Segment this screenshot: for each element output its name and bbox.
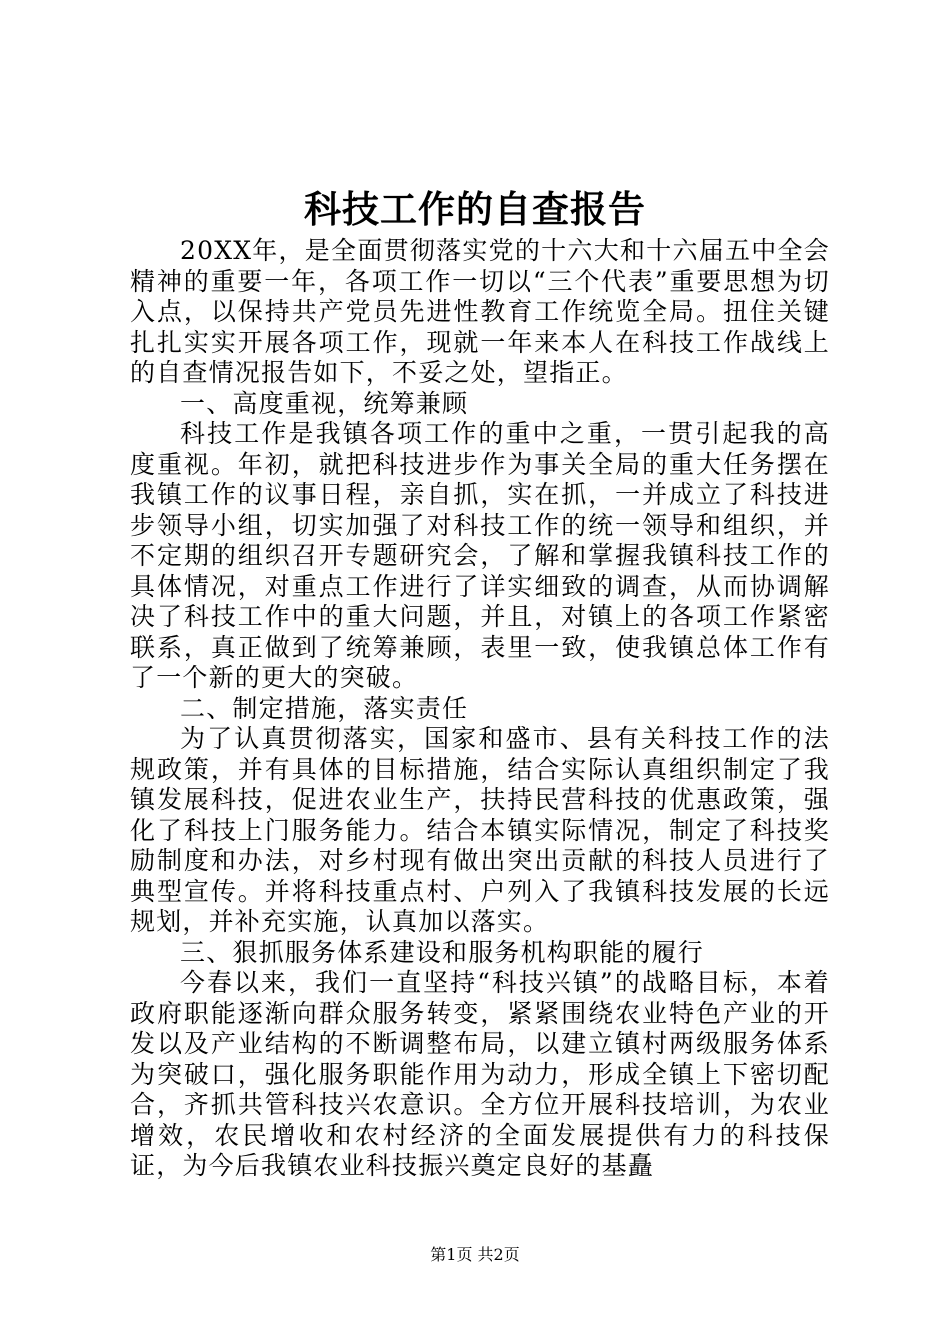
section-heading-3: 三、狠抓服务体系建设和服务机构职能的履行 <box>180 937 705 967</box>
section-heading-2: 二、制定措施，落实责任 <box>180 693 469 723</box>
intro-paragraph: 20XX年，是全面贯彻落实党的十六大和十六届五中全会精神的重要一年，各项工作一切以“三个代表”重要思想为切入点，以保持共产党员先进性教育工作统览全局。扭住关键扎扎实实开展各项工作，现就一年来本人在科技工作战线上的自查情况报告如下，不妥之处，望指正。 <box>130 236 830 387</box>
page-number-footer: 第1页 共2页 <box>430 1245 520 1264</box>
document-body <box>130 236 830 1182</box>
document-title: 科技工作的自查报告 <box>304 187 646 231</box>
section-paragraph-3: 今春以来，我们一直坚持“科技兴镇”的战略目标，本着政府职能逐渐向群众服务转变，紧紧围绕农业特色产业的开发以及产业结构的不断调整布局，以建立镇村两级服务体系为突破口，强化服务职能作用为动力，形成全镇上下密切配合，齐抓共管科技兴农意识。全方位开展科技培训，为农业增效，农民增收和农村经济的全面发展提供有力的科技保证，为今后我镇农业科技振兴奠定良好的基矗 <box>130 968 830 1180</box>
section-paragraph-2: 为了认真贯彻落实，国家和盛市、县有关科技工作的法规政策，并有具体的目标措施，结合实际认真组织制定了我镇发展科技，促进农业生产，扶持民营科技的优惠政策，强化了科技上门服务能力。结合本镇实际情况，制定了科技奖励制度和办法，对乡村现有做出突出贡献的科技人员进行了典型宣传。并将科技重点村、户列入了我镇科技发展的长远规划，并补充实施，认真加以落实。 <box>130 724 830 936</box>
section-paragraph-1: 科技工作是我镇各项工作的重中之重，一贯引起我的高度重视。年初，就把科技进步作为事关全局的重大任务摆在我镇工作的议事日程，亲自抓，实在抓，一并成立了科技进步领导小组，切实加强了对科技工作的统一领导和组织，并不定期的组织召开专题研究会，了解和掌握我镇科技工作的具体情况，对重点工作进行了详实细致的调查，从而协调解决了科技工作中的重大问题，并且，对镇上的各项工作紧密联系，真正做到了统筹兼顾，表里一致，使我镇总体工作有了一个新的更大的突破。 <box>130 419 830 692</box>
section-heading-1: 一、高度重视，统筹兼顾 <box>180 388 469 418</box>
